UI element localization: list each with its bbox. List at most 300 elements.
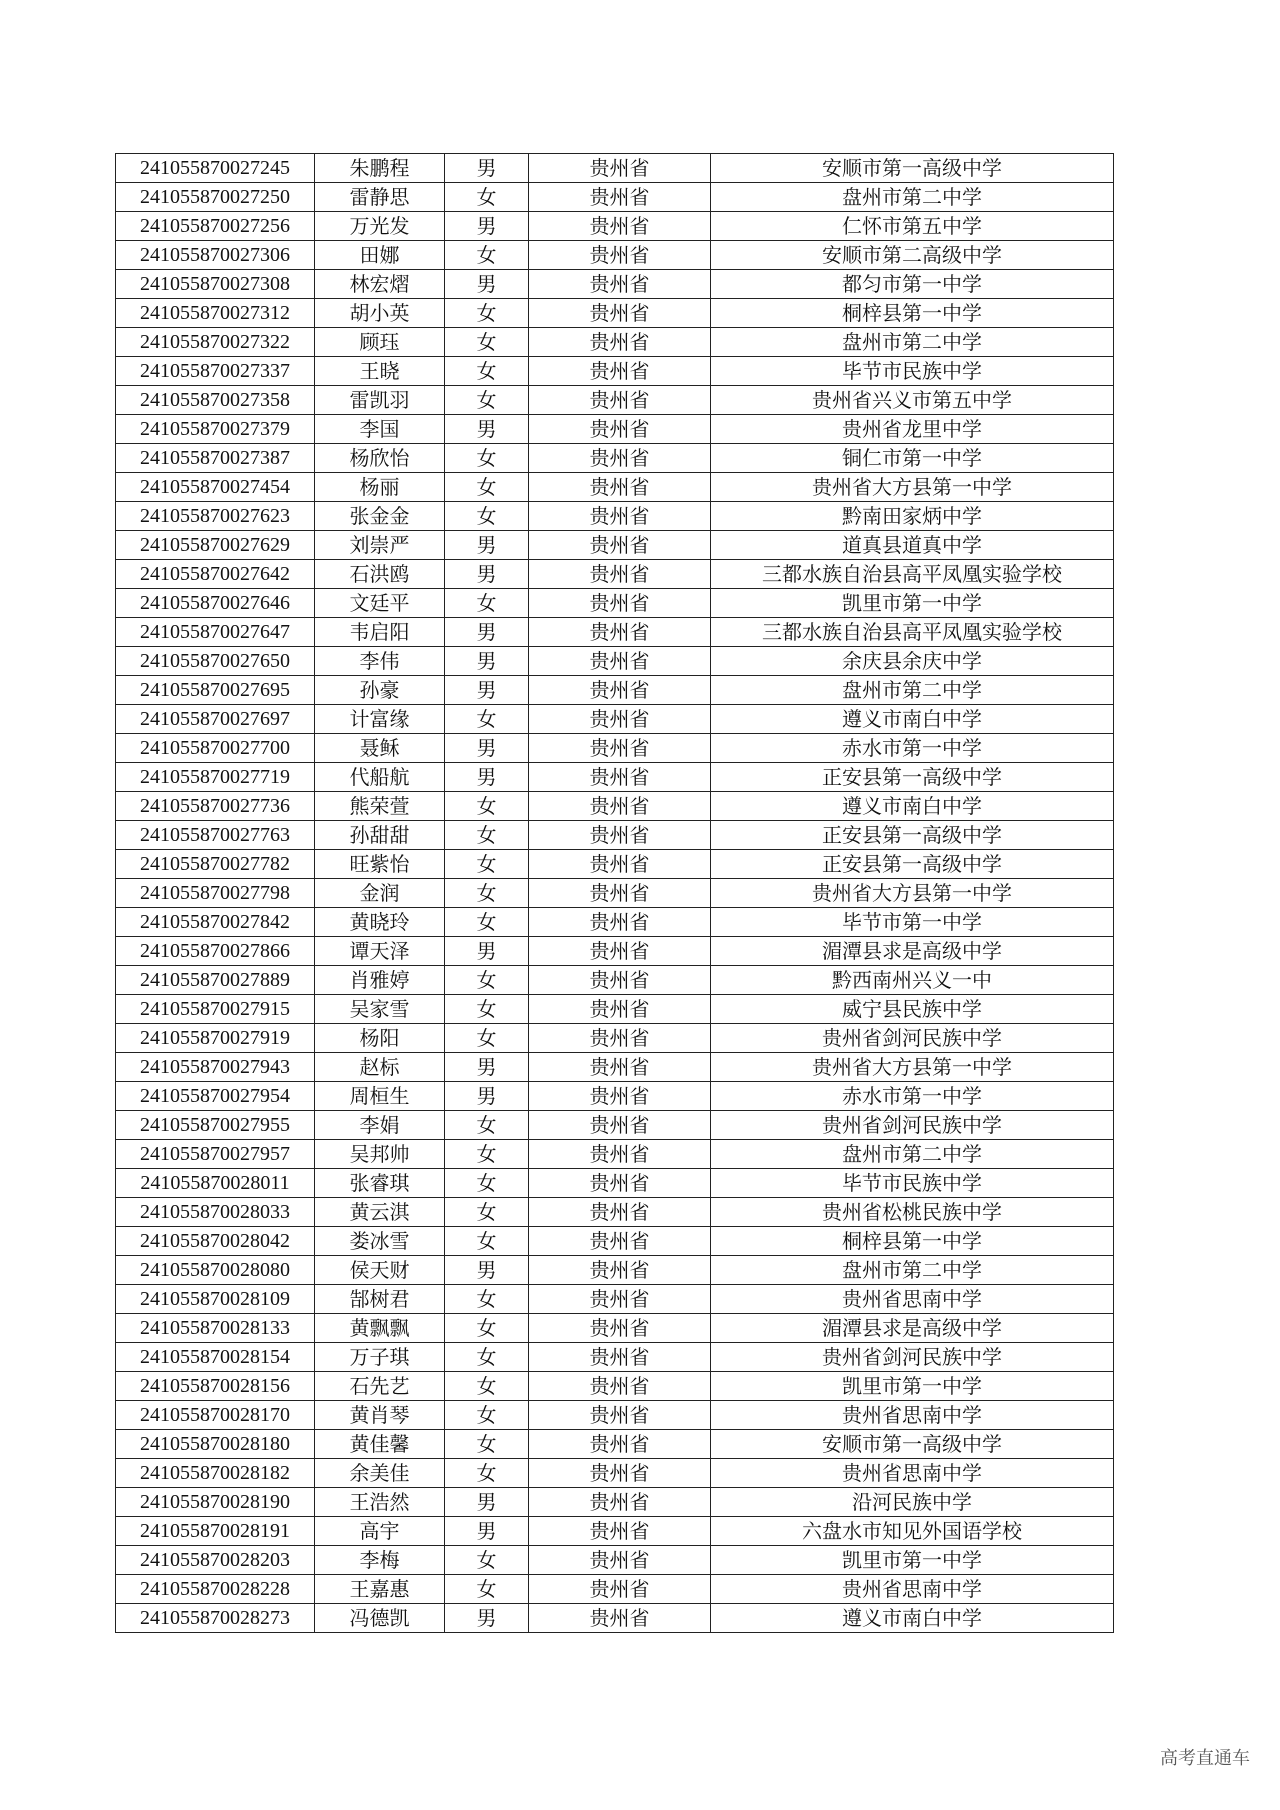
name-cell: 吴邦帅	[315, 1140, 445, 1169]
school-cell: 正安县第一高级中学	[711, 821, 1114, 850]
province-cell: 贵州省	[529, 937, 711, 966]
name-cell: 杨丽	[315, 473, 445, 502]
exam-id-cell: 241055870027954	[116, 1082, 315, 1111]
table-row	[116, 676, 1114, 705]
name-cell: 王晓	[315, 357, 445, 386]
school-cell: 仁怀市第五中学	[711, 212, 1114, 241]
exam-id-cell: 241055870027866	[116, 937, 315, 966]
table-row	[116, 1227, 1114, 1256]
exam-id-cell: 241055870027256	[116, 212, 315, 241]
gender-cell: 女	[445, 1140, 529, 1169]
table-row	[116, 879, 1114, 908]
table-row	[116, 1430, 1114, 1459]
province-cell: 贵州省	[529, 1227, 711, 1256]
name-cell: 田娜	[315, 241, 445, 270]
name-cell: 赵标	[315, 1053, 445, 1082]
roster-body	[116, 154, 1114, 1633]
exam-id-cell: 241055870027250	[116, 183, 315, 212]
exam-id-cell: 241055870027642	[116, 560, 315, 589]
name-cell: 顾珏	[315, 328, 445, 357]
school-cell: 黔南田家炳中学	[711, 502, 1114, 531]
name-cell: 石先艺	[315, 1372, 445, 1401]
table-row	[116, 299, 1114, 328]
school-cell: 湄潭县求是高级中学	[711, 1314, 1114, 1343]
province-cell: 贵州省	[529, 154, 711, 183]
exam-id-cell: 241055870027842	[116, 908, 315, 937]
school-cell: 道真县道真中学	[711, 531, 1114, 560]
province-cell: 贵州省	[529, 1575, 711, 1604]
school-cell: 盘州市第二中学	[711, 676, 1114, 705]
table-row	[116, 1024, 1114, 1053]
exam-id-cell: 241055870027308	[116, 270, 315, 299]
exam-id-cell: 241055870027629	[116, 531, 315, 560]
table-row	[116, 1575, 1114, 1604]
table-row	[116, 328, 1114, 357]
gender-cell: 男	[445, 1604, 529, 1633]
province-cell: 贵州省	[529, 1459, 711, 1488]
province-cell: 贵州省	[529, 850, 711, 879]
exam-id-cell: 241055870028182	[116, 1459, 315, 1488]
gender-cell: 女	[445, 1546, 529, 1575]
school-cell: 贵州省大方县第一中学	[711, 879, 1114, 908]
school-cell: 贵州省思南中学	[711, 1575, 1114, 1604]
name-cell: 周桓生	[315, 1082, 445, 1111]
school-cell: 贵州省思南中学	[711, 1401, 1114, 1430]
school-cell: 凯里市第一中学	[711, 1546, 1114, 1575]
exam-id-cell: 241055870027700	[116, 734, 315, 763]
province-cell: 贵州省	[529, 1082, 711, 1111]
gender-cell: 男	[445, 937, 529, 966]
table-row	[116, 763, 1114, 792]
province-cell: 贵州省	[529, 1343, 711, 1372]
table-row	[116, 1053, 1114, 1082]
table-row	[116, 1604, 1114, 1633]
table-row	[116, 937, 1114, 966]
name-cell: 郜树君	[315, 1285, 445, 1314]
province-cell: 贵州省	[529, 792, 711, 821]
gender-cell: 女	[445, 1314, 529, 1343]
gender-cell: 女	[445, 183, 529, 212]
province-cell: 贵州省	[529, 502, 711, 531]
table-row	[116, 647, 1114, 676]
name-cell: 李国	[315, 415, 445, 444]
table-row	[116, 705, 1114, 734]
school-cell: 安顺市第一高级中学	[711, 154, 1114, 183]
gender-cell: 男	[445, 1517, 529, 1546]
table-row	[116, 1169, 1114, 1198]
province-cell: 贵州省	[529, 1169, 711, 1198]
table-row	[116, 270, 1114, 299]
name-cell: 黄飘飘	[315, 1314, 445, 1343]
school-cell: 凯里市第一中学	[711, 1372, 1114, 1401]
exam-id-cell: 241055870028109	[116, 1285, 315, 1314]
exam-id-cell: 241055870027798	[116, 879, 315, 908]
school-cell: 凯里市第一中学	[711, 589, 1114, 618]
gender-cell: 女	[445, 241, 529, 270]
exam-id-cell: 241055870028011	[116, 1169, 315, 1198]
province-cell: 贵州省	[529, 1256, 711, 1285]
gender-cell: 女	[445, 1111, 529, 1140]
name-cell: 雷静思	[315, 183, 445, 212]
school-cell: 赤水市第一中学	[711, 1082, 1114, 1111]
gender-cell: 女	[445, 1430, 529, 1459]
gender-cell: 女	[445, 1024, 529, 1053]
name-cell: 黄肖琴	[315, 1401, 445, 1430]
name-cell: 熊荣萱	[315, 792, 445, 821]
gender-cell: 男	[445, 531, 529, 560]
school-cell: 贵州省思南中学	[711, 1285, 1114, 1314]
name-cell: 侯天财	[315, 1256, 445, 1285]
province-cell: 贵州省	[529, 386, 711, 415]
province-cell: 贵州省	[529, 1517, 711, 1546]
province-cell: 贵州省	[529, 531, 711, 560]
table-row	[116, 966, 1114, 995]
province-cell: 贵州省	[529, 1024, 711, 1053]
exam-id-cell: 241055870028080	[116, 1256, 315, 1285]
gender-cell: 男	[445, 763, 529, 792]
table-row	[116, 1256, 1114, 1285]
province-cell: 贵州省	[529, 1488, 711, 1517]
gender-cell: 男	[445, 1053, 529, 1082]
school-cell: 正安县第一高级中学	[711, 763, 1114, 792]
province-cell: 贵州省	[529, 821, 711, 850]
exam-id-cell: 241055870028191	[116, 1517, 315, 1546]
name-cell: 胡小英	[315, 299, 445, 328]
watermark-text: 高考直通车	[1160, 1748, 1250, 1769]
exam-id-cell: 241055870027915	[116, 995, 315, 1024]
exam-id-cell: 241055870027646	[116, 589, 315, 618]
gender-cell: 男	[445, 1256, 529, 1285]
table-row	[116, 1082, 1114, 1111]
gender-cell: 女	[445, 473, 529, 502]
name-cell: 王浩然	[315, 1488, 445, 1517]
school-cell: 三都水族自治县高平凤凰实验学校	[711, 560, 1114, 589]
exam-id-cell: 241055870028170	[116, 1401, 315, 1430]
exam-id-cell: 241055870028228	[116, 1575, 315, 1604]
exam-id-cell: 241055870028190	[116, 1488, 315, 1517]
school-cell: 盘州市第二中学	[711, 328, 1114, 357]
exam-id-cell: 241055870028180	[116, 1430, 315, 1459]
exam-id-cell: 241055870028273	[116, 1604, 315, 1633]
name-cell: 雷凯羽	[315, 386, 445, 415]
province-cell: 贵州省	[529, 1053, 711, 1082]
table-row	[116, 531, 1114, 560]
school-cell: 正安县第一高级中学	[711, 850, 1114, 879]
school-cell: 贵州省剑河民族中学	[711, 1111, 1114, 1140]
school-cell: 盘州市第二中学	[711, 1140, 1114, 1169]
exam-id-cell: 241055870027695	[116, 676, 315, 705]
school-cell: 盘州市第二中学	[711, 183, 1114, 212]
exam-id-cell: 241055870027782	[116, 850, 315, 879]
province-cell: 贵州省	[529, 705, 711, 734]
gender-cell: 女	[445, 444, 529, 473]
province-cell: 贵州省	[529, 995, 711, 1024]
exam-id-cell: 241055870027379	[116, 415, 315, 444]
province-cell: 贵州省	[529, 763, 711, 792]
gender-cell: 女	[445, 1401, 529, 1430]
table-row	[116, 734, 1114, 763]
gender-cell: 女	[445, 1227, 529, 1256]
school-cell: 贵州省松桃民族中学	[711, 1198, 1114, 1227]
name-cell: 旺紫怡	[315, 850, 445, 879]
name-cell: 黄晓玲	[315, 908, 445, 937]
school-cell: 贵州省大方县第一中学	[711, 1053, 1114, 1082]
province-cell: 贵州省	[529, 212, 711, 241]
name-cell: 李梅	[315, 1546, 445, 1575]
province-cell: 贵州省	[529, 908, 711, 937]
school-cell: 毕节市民族中学	[711, 1169, 1114, 1198]
gender-cell: 女	[445, 1372, 529, 1401]
gender-cell: 女	[445, 1343, 529, 1372]
name-cell: 孙甜甜	[315, 821, 445, 850]
name-cell: 吴家雪	[315, 995, 445, 1024]
school-cell: 盘州市第二中学	[711, 1256, 1114, 1285]
name-cell: 肖雅婷	[315, 966, 445, 995]
exam-id-cell: 241055870027337	[116, 357, 315, 386]
exam-id-cell: 241055870027919	[116, 1024, 315, 1053]
gender-cell: 男	[445, 415, 529, 444]
province-cell: 贵州省	[529, 241, 711, 270]
exam-id-cell: 241055870027719	[116, 763, 315, 792]
table-row	[116, 357, 1114, 386]
table-row	[116, 415, 1114, 444]
exam-id-cell: 241055870027322	[116, 328, 315, 357]
province-cell: 贵州省	[529, 560, 711, 589]
province-cell: 贵州省	[529, 183, 711, 212]
school-cell: 六盘水市知见外国语学校	[711, 1517, 1114, 1546]
table-row	[116, 212, 1114, 241]
gender-cell: 女	[445, 299, 529, 328]
school-cell: 余庆县余庆中学	[711, 647, 1114, 676]
school-cell: 湄潭县求是高级中学	[711, 937, 1114, 966]
school-cell: 贵州省思南中学	[711, 1459, 1114, 1488]
exam-id-cell: 241055870027245	[116, 154, 315, 183]
name-cell: 王嘉惠	[315, 1575, 445, 1604]
exam-id-cell: 241055870028154	[116, 1343, 315, 1372]
school-cell: 遵义市南白中学	[711, 1604, 1114, 1633]
gender-cell: 女	[445, 386, 529, 415]
exam-id-cell: 241055870027312	[116, 299, 315, 328]
name-cell: 张金金	[315, 502, 445, 531]
name-cell: 高宇	[315, 1517, 445, 1546]
name-cell: 黄云淇	[315, 1198, 445, 1227]
school-cell: 毕节市第一中学	[711, 908, 1114, 937]
gender-cell: 女	[445, 879, 529, 908]
exam-id-cell: 241055870027736	[116, 792, 315, 821]
exam-id-cell: 241055870028033	[116, 1198, 315, 1227]
exam-id-cell: 241055870027358	[116, 386, 315, 415]
gender-cell: 女	[445, 966, 529, 995]
province-cell: 贵州省	[529, 415, 711, 444]
table-row	[116, 850, 1114, 879]
name-cell: 孙豪	[315, 676, 445, 705]
gender-cell: 女	[445, 821, 529, 850]
province-cell: 贵州省	[529, 618, 711, 647]
province-cell: 贵州省	[529, 734, 711, 763]
table-row	[116, 589, 1114, 618]
name-cell: 万光发	[315, 212, 445, 241]
province-cell: 贵州省	[529, 1401, 711, 1430]
province-cell: 贵州省	[529, 966, 711, 995]
table-row	[116, 1198, 1114, 1227]
gender-cell: 女	[445, 589, 529, 618]
gender-cell: 女	[445, 908, 529, 937]
name-cell: 杨欣怡	[315, 444, 445, 473]
table-row	[116, 1343, 1114, 1372]
table-row	[116, 1488, 1114, 1517]
exam-id-cell: 241055870027454	[116, 473, 315, 502]
name-cell: 万子琪	[315, 1343, 445, 1372]
table-row	[116, 241, 1114, 270]
province-cell: 贵州省	[529, 299, 711, 328]
exam-id-cell: 241055870027957	[116, 1140, 315, 1169]
province-cell: 贵州省	[529, 1546, 711, 1575]
gender-cell: 女	[445, 1459, 529, 1488]
exam-id-cell: 241055870027650	[116, 647, 315, 676]
exam-id-cell: 241055870027647	[116, 618, 315, 647]
exam-id-cell: 241055870028042	[116, 1227, 315, 1256]
exam-id-cell: 241055870027943	[116, 1053, 315, 1082]
gender-cell: 男	[445, 270, 529, 299]
gender-cell: 女	[445, 850, 529, 879]
exam-id-cell: 241055870027387	[116, 444, 315, 473]
exam-id-cell: 241055870027697	[116, 705, 315, 734]
exam-id-cell: 241055870027623	[116, 502, 315, 531]
gender-cell: 女	[445, 1198, 529, 1227]
province-cell: 贵州省	[529, 879, 711, 908]
exam-id-cell: 241055870028156	[116, 1372, 315, 1401]
table-row	[116, 821, 1114, 850]
school-cell: 三都水族自治县高平凤凰实验学校	[711, 618, 1114, 647]
exam-id-cell: 241055870028203	[116, 1546, 315, 1575]
exam-id-cell: 241055870027889	[116, 966, 315, 995]
school-cell: 沿河民族中学	[711, 1488, 1114, 1517]
name-cell: 林宏熠	[315, 270, 445, 299]
gender-cell: 男	[445, 1082, 529, 1111]
name-cell: 刘崇严	[315, 531, 445, 560]
province-cell: 贵州省	[529, 1372, 711, 1401]
province-cell: 贵州省	[529, 1140, 711, 1169]
province-cell: 贵州省	[529, 473, 711, 502]
table-row	[116, 1517, 1114, 1546]
school-cell: 贵州省剑河民族中学	[711, 1024, 1114, 1053]
school-cell: 贵州省大方县第一中学	[711, 473, 1114, 502]
gender-cell: 男	[445, 1488, 529, 1517]
name-cell: 黄佳馨	[315, 1430, 445, 1459]
school-cell: 遵义市南白中学	[711, 792, 1114, 821]
gender-cell: 男	[445, 647, 529, 676]
gender-cell: 男	[445, 560, 529, 589]
table-row	[116, 1459, 1114, 1488]
gender-cell: 女	[445, 502, 529, 531]
province-cell: 贵州省	[529, 357, 711, 386]
school-cell: 贵州省剑河民族中学	[711, 1343, 1114, 1372]
table-row	[116, 473, 1114, 502]
student-roster-table	[115, 153, 1114, 1633]
name-cell: 石洪鸥	[315, 560, 445, 589]
school-cell: 毕节市民族中学	[711, 357, 1114, 386]
name-cell: 聂稣	[315, 734, 445, 763]
gender-cell: 男	[445, 734, 529, 763]
school-cell: 桐梓县第一中学	[711, 299, 1114, 328]
gender-cell: 女	[445, 1575, 529, 1604]
name-cell: 李娟	[315, 1111, 445, 1140]
gender-cell: 男	[445, 676, 529, 705]
province-cell: 贵州省	[529, 589, 711, 618]
name-cell: 冯德凯	[315, 1604, 445, 1633]
table-row	[116, 386, 1114, 415]
table-row	[116, 1372, 1114, 1401]
exam-id-cell: 241055870027763	[116, 821, 315, 850]
name-cell: 娄冰雪	[315, 1227, 445, 1256]
school-cell: 安顺市第一高级中学	[711, 1430, 1114, 1459]
table-row	[116, 154, 1114, 183]
table-row	[116, 560, 1114, 589]
gender-cell: 女	[445, 328, 529, 357]
table-row	[116, 995, 1114, 1024]
name-cell: 文廷平	[315, 589, 445, 618]
gender-cell: 女	[445, 705, 529, 734]
table-row	[116, 1546, 1114, 1575]
gender-cell: 女	[445, 1169, 529, 1198]
province-cell: 贵州省	[529, 1198, 711, 1227]
school-cell: 铜仁市第一中学	[711, 444, 1114, 473]
table-row	[116, 1140, 1114, 1169]
province-cell: 贵州省	[529, 328, 711, 357]
exam-id-cell: 241055870028133	[116, 1314, 315, 1343]
province-cell: 贵州省	[529, 1430, 711, 1459]
gender-cell: 女	[445, 357, 529, 386]
province-cell: 贵州省	[529, 1314, 711, 1343]
school-cell: 赤水市第一中学	[711, 734, 1114, 763]
province-cell: 贵州省	[529, 1111, 711, 1140]
name-cell: 张睿琪	[315, 1169, 445, 1198]
table-row	[116, 183, 1114, 212]
table-row	[116, 1285, 1114, 1314]
table-row	[116, 908, 1114, 937]
school-cell: 贵州省龙里中学	[711, 415, 1114, 444]
school-cell: 都匀市第一中学	[711, 270, 1114, 299]
name-cell: 金润	[315, 879, 445, 908]
name-cell: 谭天泽	[315, 937, 445, 966]
exam-id-cell: 241055870027306	[116, 241, 315, 270]
province-cell: 贵州省	[529, 1604, 711, 1633]
province-cell: 贵州省	[529, 444, 711, 473]
school-cell: 贵州省兴义市第五中学	[711, 386, 1114, 415]
name-cell: 李伟	[315, 647, 445, 676]
school-cell: 桐梓县第一中学	[711, 1227, 1114, 1256]
table-row	[116, 1401, 1114, 1430]
school-cell: 遵义市南白中学	[711, 705, 1114, 734]
province-cell: 贵州省	[529, 270, 711, 299]
table-row	[116, 1111, 1114, 1140]
table-row	[116, 792, 1114, 821]
school-cell: 黔西南州兴义一中	[711, 966, 1114, 995]
gender-cell: 女	[445, 792, 529, 821]
province-cell: 贵州省	[529, 647, 711, 676]
gender-cell: 女	[445, 995, 529, 1024]
table-row	[116, 618, 1114, 647]
gender-cell: 男	[445, 154, 529, 183]
name-cell: 杨阳	[315, 1024, 445, 1053]
school-cell: 威宁县民族中学	[711, 995, 1114, 1024]
table-row	[116, 502, 1114, 531]
table-row	[116, 1314, 1114, 1343]
name-cell: 计富缘	[315, 705, 445, 734]
name-cell: 余美佳	[315, 1459, 445, 1488]
exam-id-cell: 241055870027955	[116, 1111, 315, 1140]
table-row	[116, 444, 1114, 473]
